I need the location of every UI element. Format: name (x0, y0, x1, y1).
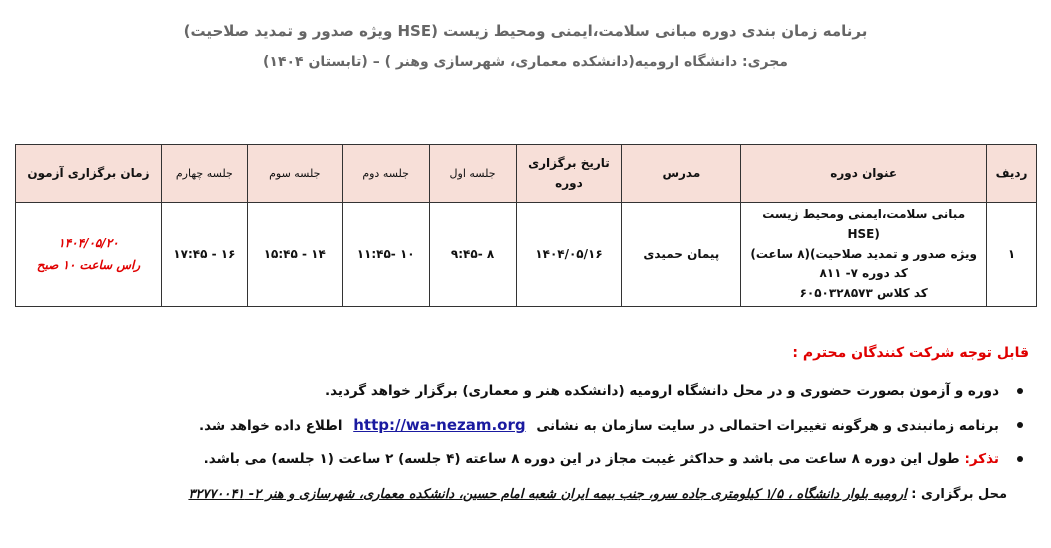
notice-heading: قابل توجه شرکت کنندگان محترم : (792, 345, 1029, 361)
schedule-table (15, 144, 1037, 307)
notice-item-3 (99, 448, 999, 482)
table-row (16, 203, 1037, 307)
cell-teacher: پیمان حمیدی (622, 203, 741, 307)
cell-session-2: ۱۰ -۱۱:۴۵ (342, 203, 429, 307)
website-link[interactable]: http://wa-nezam.org (353, 416, 526, 434)
class-code: کد کلاس ۶۰۵۰۳۲۸۵۷۳ (799, 286, 928, 301)
course-title-line-2: ویژه صدور و تمدید صلاحیت)(۸ ساعت) (750, 246, 977, 261)
notice-item-1-text: دوره و آزمون بصورت حضوری و در محل دانشگاه ارومیه (دانشکده هنر و معماری) برگزار خواهد گردید. (324, 383, 999, 399)
cell-row-number: ۱ (987, 203, 1037, 307)
notice-item-1 (99, 380, 999, 414)
cell-exam-time (16, 203, 162, 307)
notice-item-2 (99, 414, 999, 448)
venue-label: محل برگزاری : (911, 487, 1007, 502)
cell-session-1: ۸ -۹:۴۵ (429, 203, 516, 307)
exam-hour: راس ساعت ۱۰ صبح (36, 258, 141, 273)
cell-session-4: ۱۶ - ۱۷:۴۵ (161, 203, 247, 307)
header-date: تاریخ برگزاری دوره (516, 145, 622, 203)
course-code: کد دوره ۷- ۸۱۱ (819, 266, 908, 281)
cell-course-title (741, 203, 987, 307)
header-session-1: جلسه اول (429, 145, 516, 203)
notice-item-2-text-after: اطلاع داده خواهد شد. (198, 418, 343, 434)
notice-item-3-text: طول این دوره ۸ ساعت می باشد و حداکثر غیبت مجاز در این دوره ۸ ساعته (۴ جلسه) ۲ ساعت (۱ جلسه) می باشد. (203, 451, 960, 467)
header-session-2: جلسه دوم (342, 145, 429, 203)
header-teacher: مدرس (622, 145, 741, 203)
header-row-number: ردیف (987, 145, 1037, 203)
venue-address: ارومیه بلوار دانشگاه ، ۱/۵ کیلومتری جاده سرو، جنب بیمه ایران شعبه امام حسین، دانشکده معماری، شهرسازی و هنر ۲- ۳۲۷۷۰۰۴۱ (188, 487, 907, 502)
header-session-4: جلسه چهارم (161, 145, 247, 203)
cell-date: ۱۴۰۴/۰۵/۱۶ (516, 203, 622, 307)
table-header-row (16, 145, 1037, 203)
course-title-line-1: مبانی سلامت،ایمنی ومحیط زیست (HSE (762, 207, 966, 241)
header-session-3: جلسه سوم (247, 145, 342, 203)
reminder-label: تذکر: (964, 451, 999, 467)
page-subtitle: مجری: دانشگاه ارومیه(دانشکده معماری، شهرسازی وهنر ) – (تابستان ۱۴۰۴) (263, 54, 788, 70)
venue-line (188, 487, 1007, 502)
header-exam-time: زمان برگزاری آزمون (16, 145, 162, 203)
cell-session-3: ۱۴ - ۱۵:۴۵ (247, 203, 342, 307)
notice-item-2-text-before: برنامه زمانبندی و هرگونه تغییرات احتمالی در سایت سازمان به نشانی (536, 418, 999, 434)
exam-date: ۱۴۰۴/۰۵/۲۰ (58, 235, 119, 250)
header-course-title: عنوان دوره (741, 145, 987, 203)
page-title: برنامه زمان بندی دوره مبانی سلامت،ایمنی ومحیط زیست (HSE ویژه صدور و تمدید صلاحیت) (183, 22, 868, 40)
notice-list (99, 380, 999, 482)
